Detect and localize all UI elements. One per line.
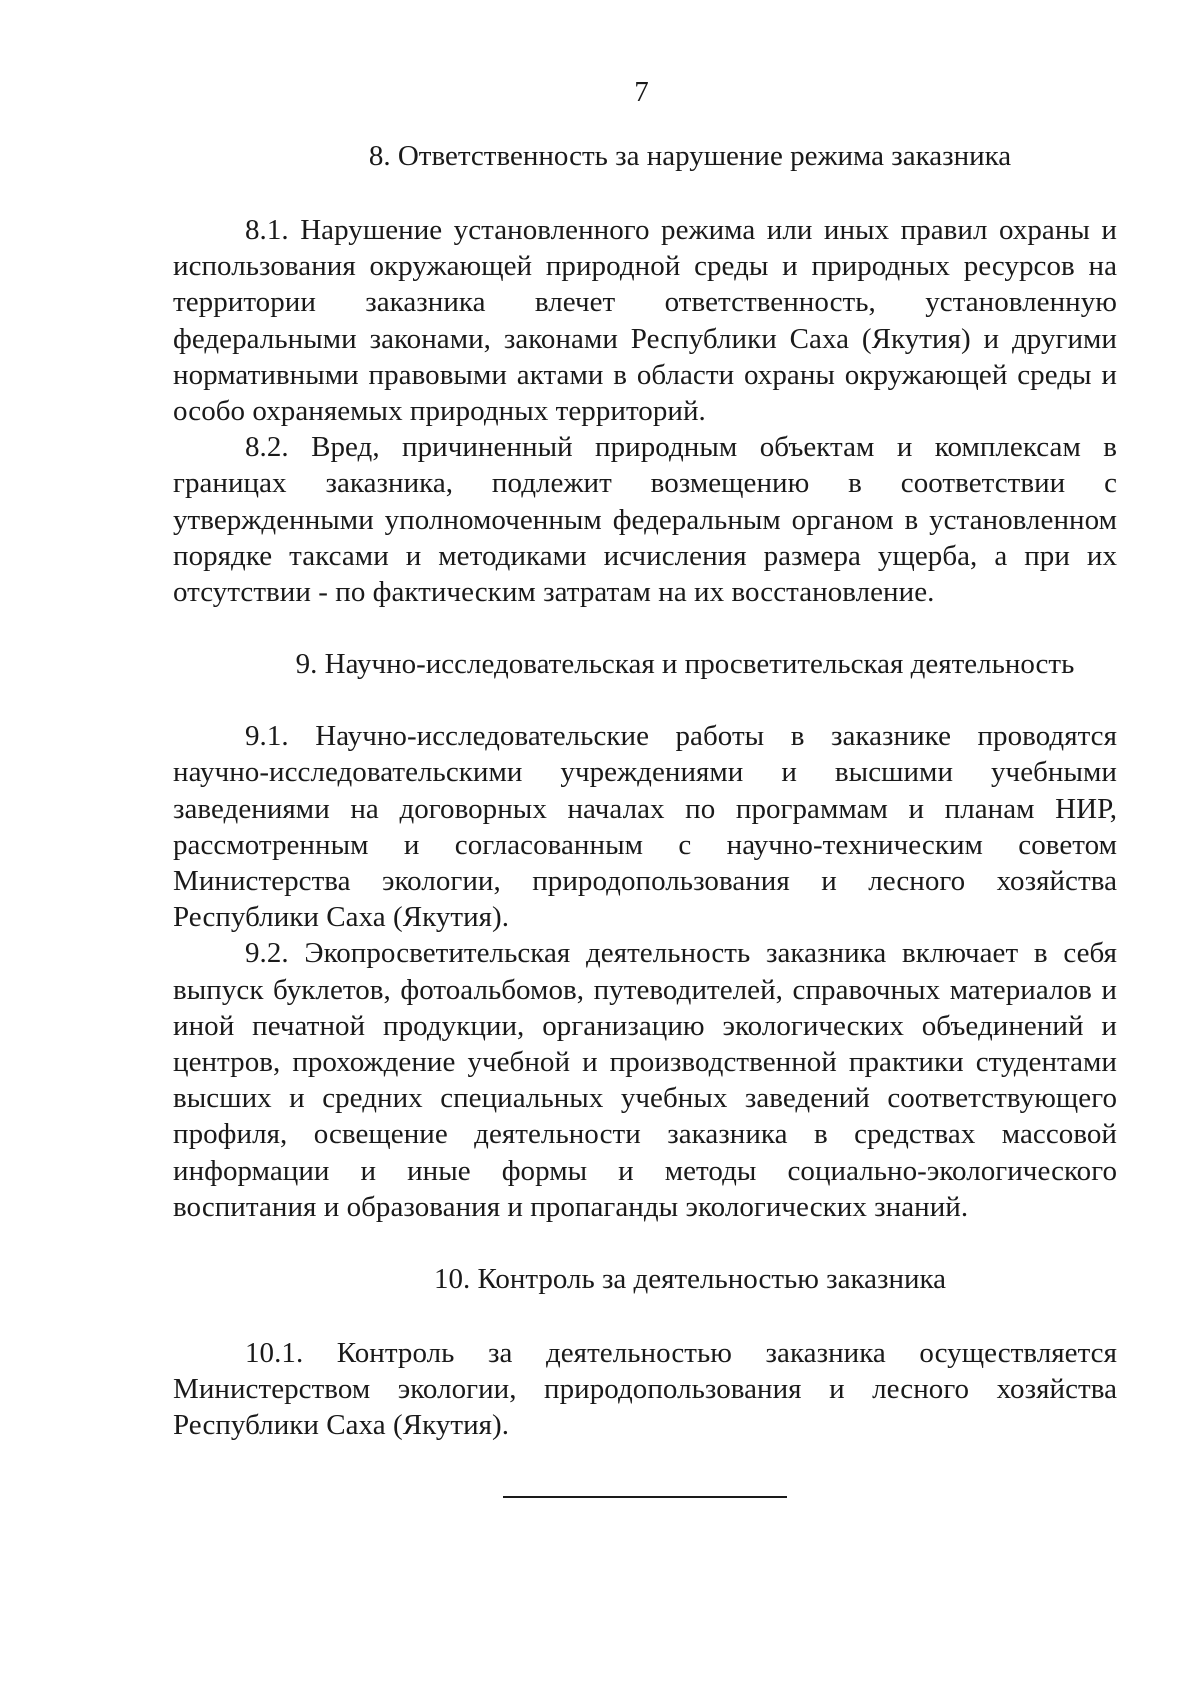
document-body <box>173 138 1117 1444</box>
paragraph-9-1: 9.1. Научно-исследовательские работы в заказнике проводятся научно-исследовательскими учреждениями и высшими учебными заведениями на договорных началах по программам и планам НИР, рассмотренным и согласованным с научно-техническим советом Министерства экологии, природопользования и лесного хозяйства Республики Саха (Якутия). <box>173 720 1117 934</box>
end-of-document-rule <box>503 1496 787 1498</box>
paragraph-8-1: 8.1. Нарушение установленного режима или иных правил охраны и использования окружающей природной среды и природных ресурсов на территории заказника влечет ответственность, установленную федеральными законами, законами Республики Саха (Якутия) и другими нормативными правовыми актами в области охраны окружающей среды и особо охраняемых природных территорий. <box>173 214 1117 428</box>
section-9-heading: 9. Научно-исследовательская и просветительская деятельность <box>295 648 1075 681</box>
page-number: 7 <box>634 76 649 108</box>
section-8-heading: 8. Ответственность за нарушение режима заказника <box>368 140 1012 172</box>
paragraph-8-2: 8.2. Вред, причиненный природным объектам и комплексам в границах заказника, подлежит возмещению в соответствии с утвержденными уполномоченным федеральным органом в установленном порядке таксами и методиками исчисления размера ущерба, а при их отсутствии - по фактическим затратам на их восстановление. <box>173 431 1117 609</box>
section-10-heading: 10. Контроль за деятельностью заказника <box>433 1263 947 1296</box>
paragraph-10-1: 10.1. Контроль за деятельностью заказника осуществляется Министерством экологии, природопользования и лесного хозяйства Республики Саха (Якутия). <box>173 1337 1117 1442</box>
paragraph-9-2: 9.2. Экопросветительская деятельность заказника включает в себя выпуск буклетов, фотоальбомов, путеводителей, справочных материалов и иной печатной продукции, организацию экологических объединений и центров, прохождение учебной и производственной практики студентами высших и средних специальных учебных заведений соответствующего профиля, освещение деятельности заказника в средствах массовой информации и иные формы и методы социально-экологического воспитания и образования и пропаганды экологических знаний. <box>173 937 1117 1223</box>
